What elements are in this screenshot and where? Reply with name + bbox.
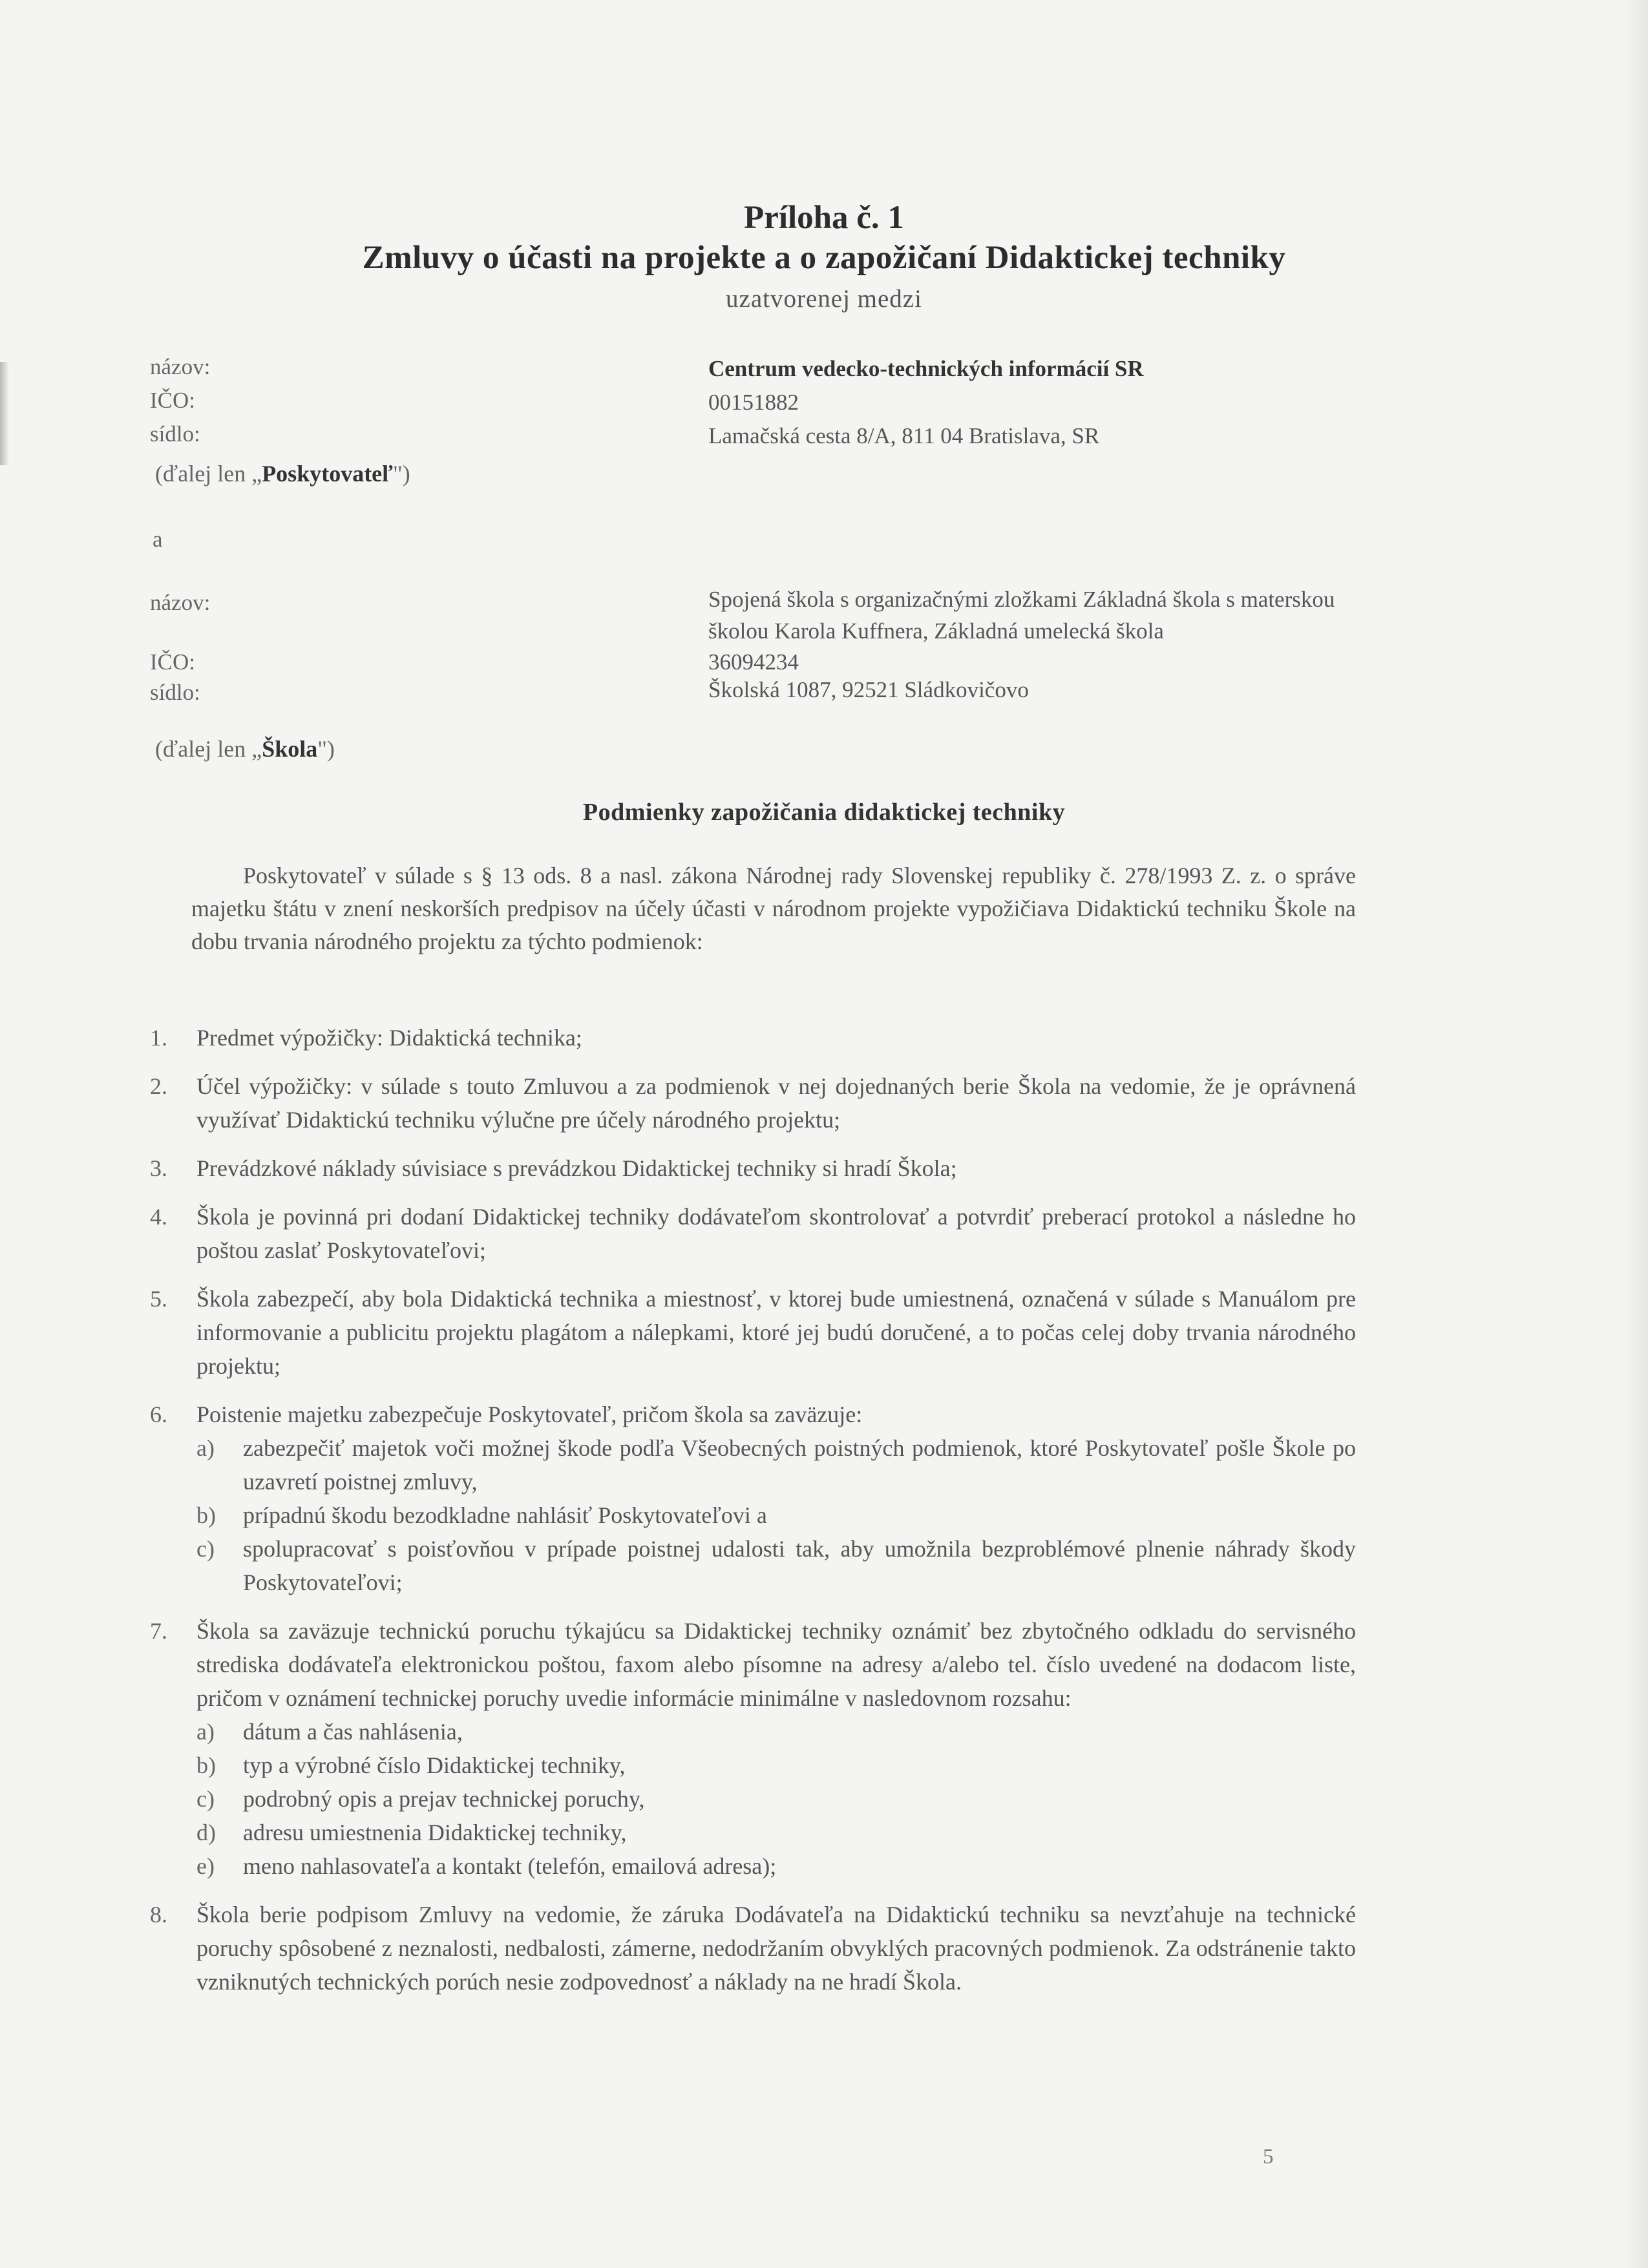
school-alias: (ďalej len „Škola") [155,736,335,762]
school-seat-label: sídlo: [150,680,200,705]
provider-name-label: názov: [150,354,211,379]
contract-title: Zmluvy o účasti na projekte a o zapožičaní Didaktickej techniky [362,240,1286,276]
school-seat: Školská 1087, 92521 Sládkovičovo [708,677,1029,702]
page-number: 5 [1263,2145,1274,2168]
subitem-letter: d) [196,1820,216,1845]
condition-text: Prevádzkové náklady súvisiace s prevádzkou Didaktickej techniky si hradí Škola; [196,1155,957,1181]
subitem-letter: c) [196,1536,215,1562]
condition-subitem [196,1748,1356,1782]
subitem-letter: b) [196,1752,216,1778]
condition-subitem [196,1715,1356,1748]
condition-item [150,1898,1356,1999]
provider-ico: 00151882 [708,390,799,415]
condition-number: 3. [150,1155,167,1181]
subitem-letter: a) [196,1435,215,1461]
intro-paragraph: Poskytovateľ v súlade s § 13 ods. 8 a nasl. zákona Národnej rady Slovenskej republiky č. 278/1993 Z. z. o správe majetku štátu v znení neskorších predpisov na účely účasti v národnom projekte vypožičiava Didaktickú techniku Škole na dobu trvania národného projektu za týchto podmienok: [191,863,1356,954]
condition-number: 7. [150,1618,167,1644]
school-ico-label: IČO: [150,649,195,675]
condition-text: Účel výpožičky: v súlade s touto Zmluvou a za podmienok v nej dojednaných berie Škola na vedomie, že je oprávnená využívať Didaktickú techniku výlučne pre účely národného projektu; [196,1073,1356,1133]
subitem-text: adresu umiestnenia Didaktickej techniky, [243,1820,627,1845]
condition-item [150,1200,1356,1267]
condition-subitem [196,1849,1356,1883]
subitem-text: prípadnú škodu bezodkladne nahlásiť Poskytovateľovi a [243,1502,767,1528]
school-name: Spojená škola s organizačnými zložkami Základná škola s materskou školou Karola Kuffnera, Základná umelecká škola [708,587,1335,644]
scan-edge-mark [0,362,9,465]
condition-number: 1. [150,1025,167,1051]
school-ico: 36094234 [708,649,799,675]
condition-subitem [196,1431,1356,1498]
condition-number: 2. [150,1073,167,1099]
condition-number: 5. [150,1286,167,1312]
conditions-heading: Podmienky zapožičania didaktickej techniky [582,799,1066,826]
condition-number: 4. [150,1204,167,1230]
subitem-text: meno nahlasovateľa a kontakt (telefón, emailová adresa); [243,1853,777,1879]
condition-text: Škola zabezpečí, aby bola Didaktická technika a miestnosť, v ktorej bude umiestnená, označená v súlade s Manuálom pre informovanie a publicitu projektu plagátom a nálepkami, ktoré jej budú doručené, a to počas celej doby trvania národného projektu; [196,1286,1356,1379]
subitem-letter: c) [196,1786,215,1812]
condition-subitem [196,1532,1356,1599]
contract-subtitle: uzatvorenej medzi [726,285,922,313]
condition-text: Predmet výpožičky: Didaktická technika; [196,1025,582,1051]
provider-seat: Lamačská cesta 8/A, 811 04 Bratislava, SR [708,423,1100,448]
provider-ico-label: IČO: [150,388,195,413]
condition-item [150,1398,1356,1599]
condition-text: Škola berie podpisom Zmluvy na vedomie, že záruka Dodávateľa na Didaktickú techniku sa nevzťahuje na technické poruchy spôsobené z neznalosti, nedbalosti, zámerne, nedodržaním obvyklých pracovných podmienok. Za odstránenie takto vzniknutých technických porúch nesie zodpovednosť a náklady na ne hradí Škola. [196,1902,1356,1995]
and-connector: a [153,527,163,552]
school-name-label: názov: [150,590,211,615]
provider-name: Centrum vedecko-technických informácií SR [708,356,1144,381]
subitem-letter: a) [196,1719,215,1745]
condition-text: Škola sa zaväzuje technickú poruchu týkajúcu sa Didaktickej techniky oznámiť bez zbytočného odkladu do servisného strediska dodávateľa elektronickou poštou, faxom alebo písomne na adresy a/alebo tel. číslo uvedené na dodacom liste, pričom v oznámení technickej poruchy uvedie informácie minimálne v nasledovnom rozsahu: [196,1618,1356,1711]
condition-number: 6. [150,1402,167,1427]
condition-text: Škola je povinná pri dodaní Didaktickej techniky dodávateľom skontrolovať a potvrdiť preberací protokol a následne ho poštou zaslať Poskytovateľovi; [196,1204,1356,1263]
conditions-list [150,1021,1356,2013]
condition-subitem [196,1782,1356,1816]
condition-subitem [196,1816,1356,1849]
annex-title: Príloha č. 1 [744,200,904,236]
subitem-text: dátum a čas nahlásenia, [243,1719,463,1745]
subitem-text: podrobný opis a prejav technickej poruchy, [243,1786,645,1812]
condition-item [150,1021,1356,1055]
condition-item [150,1069,1356,1137]
subitem-text: zabezpečiť majetok voči možnej škode podľa Všeobecných poistných podmienok, ktoré Poskytovateľ pošle Škole po uzavretí poistnej zmluvy, [243,1435,1356,1495]
subitem-letter: b) [196,1502,216,1528]
condition-subitem [196,1498,1356,1532]
page-edge-shadow [1625,0,1648,2268]
condition-text: Poistenie majetku zabezpečuje Poskytovateľ, pričom škola sa zaväzuje: [196,1402,863,1427]
provider-alias: (ďalej len „Poskytovateľ") [155,461,410,487]
subitem-text: typ a výrobné číslo Didaktickej techniky, [243,1752,626,1778]
condition-item [150,1151,1356,1185]
subitem-letter: e) [196,1853,215,1879]
subitem-text: spolupracovať s poisťovňou v prípade poistnej udalosti tak, aby umožnila bezproblémové plnenie náhrady škody Poskytovateľovi; [243,1536,1356,1595]
condition-item [150,1282,1356,1383]
condition-item [150,1614,1356,1883]
condition-number: 8. [150,1902,167,1927]
provider-seat-label: sídlo: [150,421,200,446]
